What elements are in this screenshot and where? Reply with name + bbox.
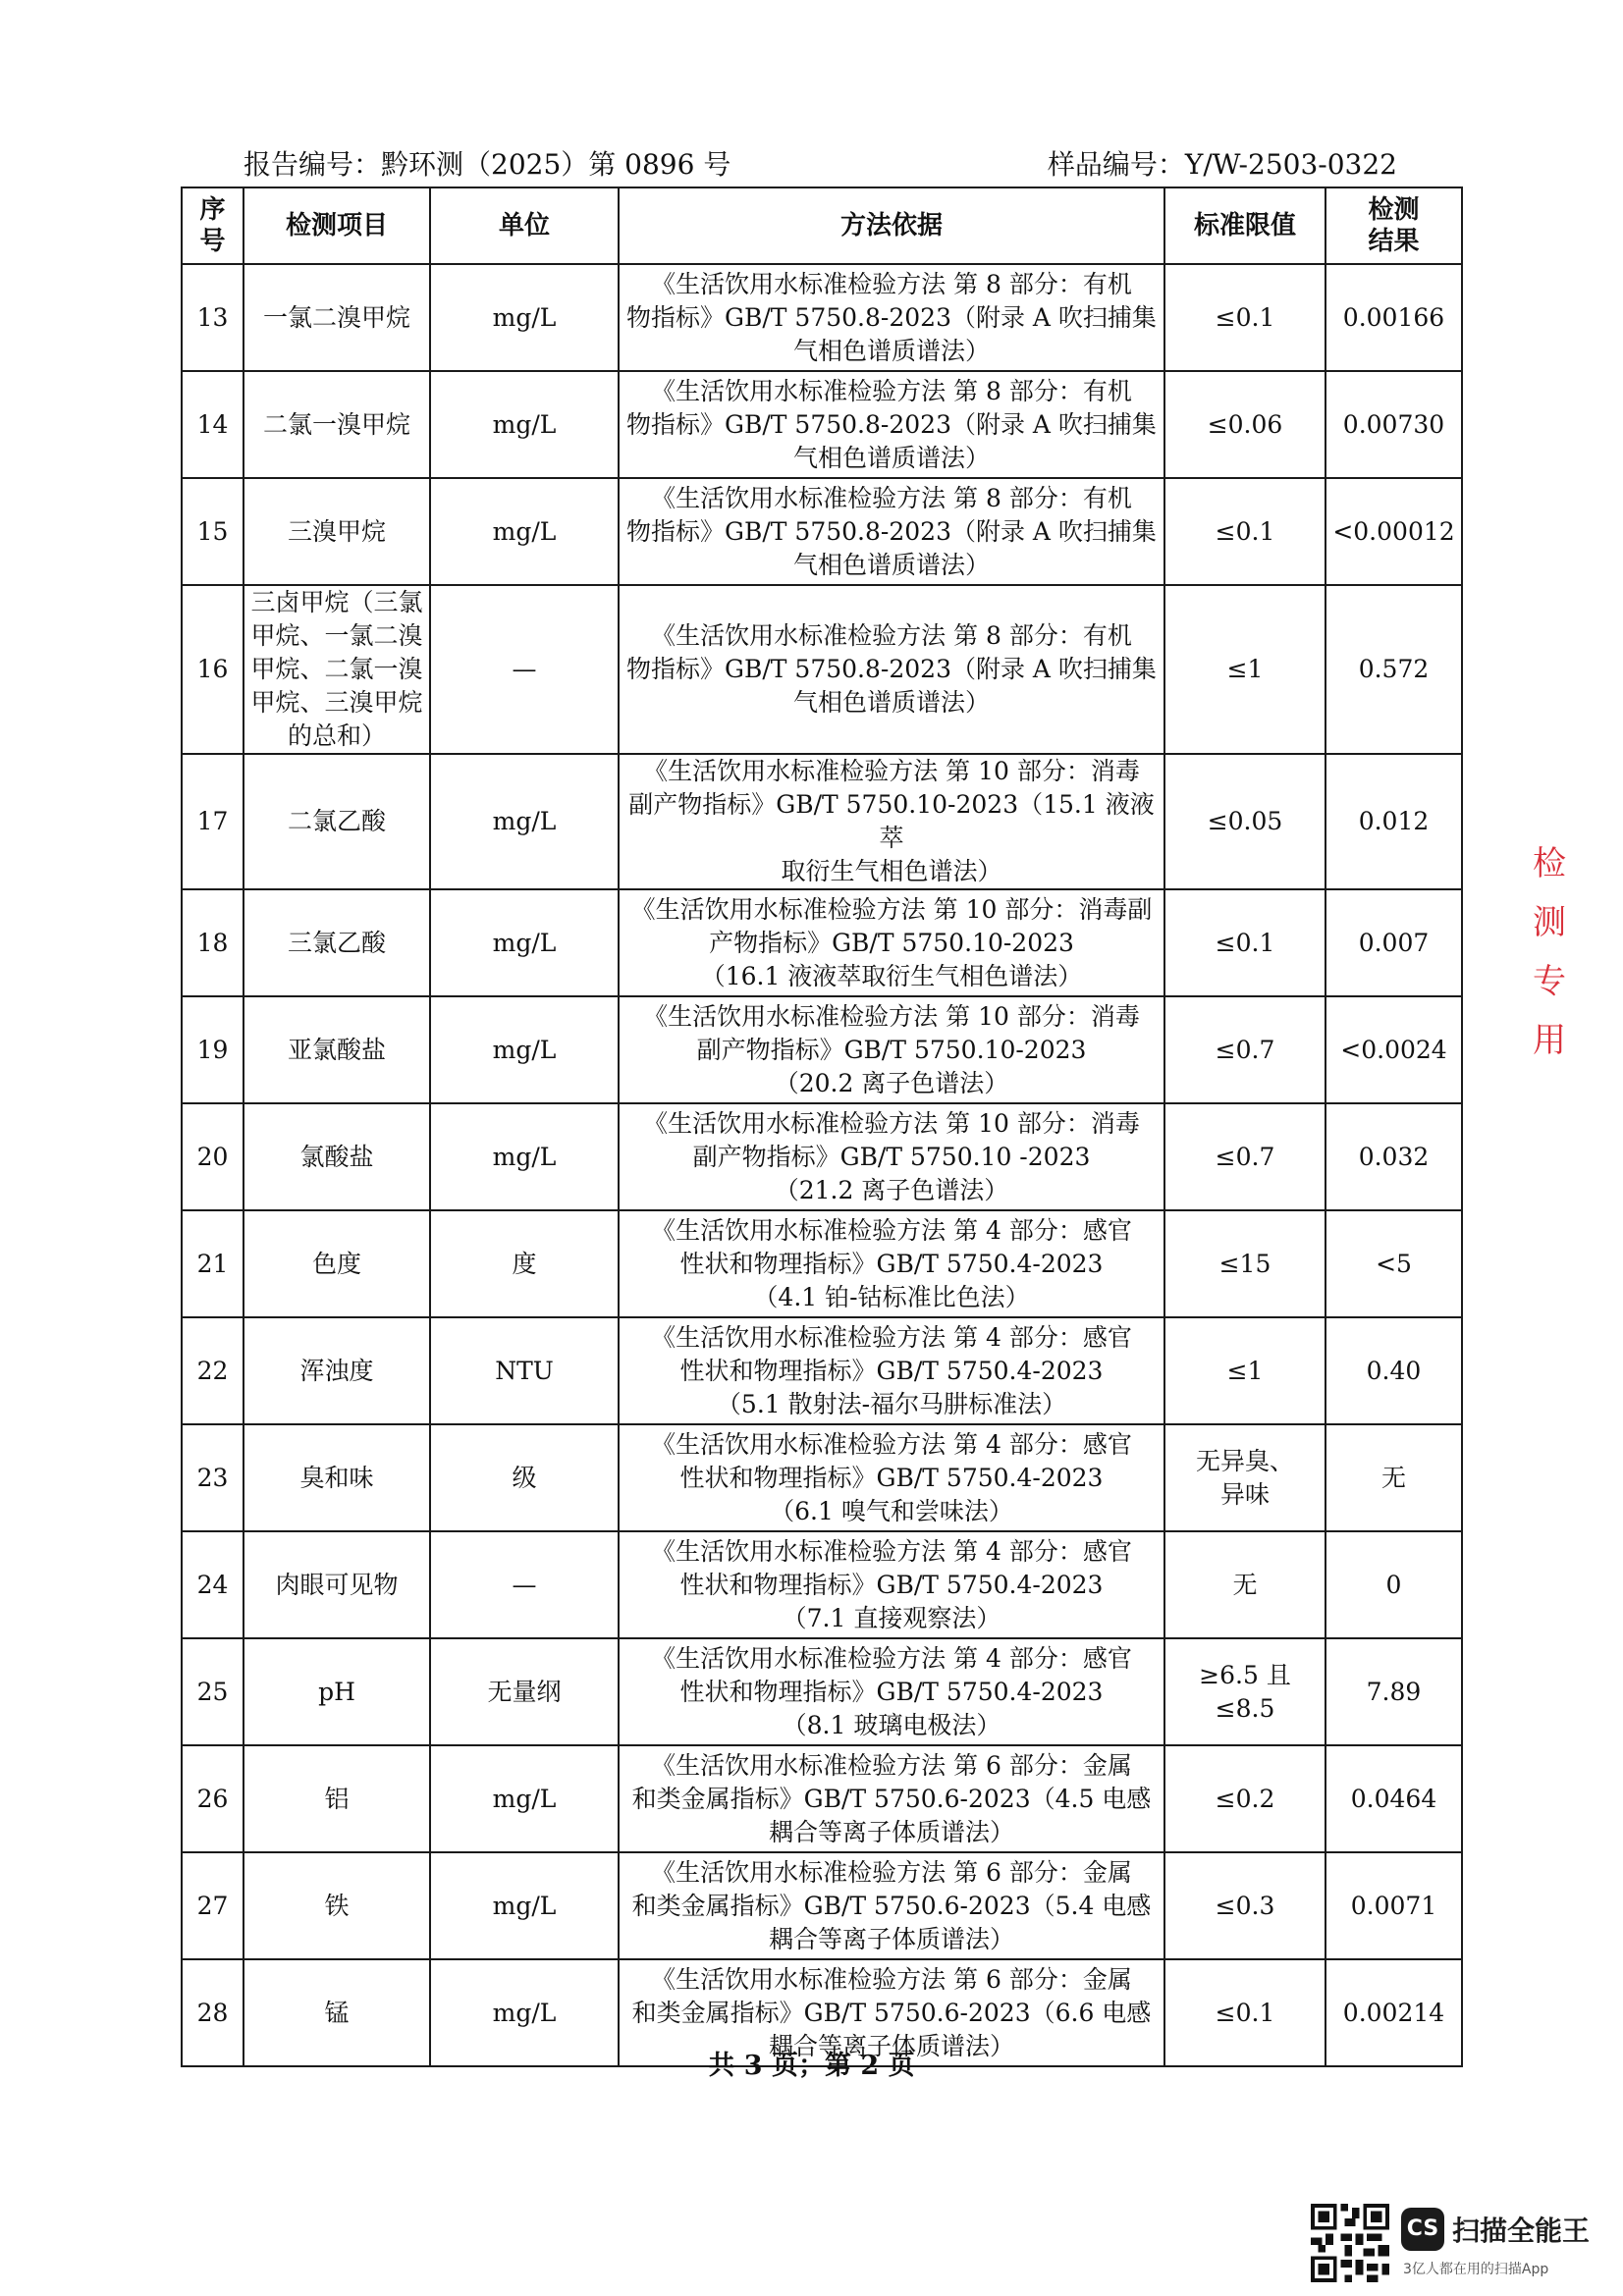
- cell-seq: 21: [182, 1210, 243, 1317]
- table-header-row: [182, 187, 1462, 264]
- table-row: [182, 1103, 1462, 1210]
- cell-method: 《生活饮用水标准检验方法 第 10 部分：消毒 副产物指标》GB/T 5750.10-2023 （20.2 离子色谱法）: [619, 996, 1164, 1103]
- cell-method: 《生活饮用水标准检验方法 第 4 部分：感官 性状和物理指标》GB/T 5750.4-2023 （5.1 散射法-福尔马肼标准法）: [619, 1317, 1164, 1424]
- cell-method: 《生活饮用水标准检验方法 第 4 部分：感官 性状和物理指标》GB/T 5750.4-2023 （6.1 嗅气和尝味法）: [619, 1424, 1164, 1531]
- cell-limit: ≤0.1: [1164, 1959, 1325, 2066]
- cell-seq: 18: [182, 889, 243, 996]
- cell-limit: ≤0.7: [1164, 996, 1325, 1103]
- cell-method: 《生活饮用水标准检验方法 第 6 部分：金属 和类金属指标》GB/T 5750.6-2023（5.4 电感 耦合等离子体质谱法）: [619, 1852, 1164, 1959]
- cell-method: 《生活饮用水标准检验方法 第 8 部分：有机 物指标》GB/T 5750.8-2023（附录 A 吹扫捕集 气相色谱质谱法）: [619, 585, 1164, 754]
- col-header-seq: 序 号: [182, 187, 243, 264]
- cell-seq: 13: [182, 264, 243, 371]
- cell-unit: mg/L: [430, 996, 619, 1103]
- table-row: [182, 754, 1462, 889]
- cell-result: 0.00730: [1325, 371, 1462, 478]
- cell-limit: ≤0.3: [1164, 1852, 1325, 1959]
- page-number: 共 3 页；第 2 页: [708, 2051, 915, 2081]
- table-row: [182, 585, 1462, 754]
- cell-unit: —: [430, 1531, 619, 1638]
- qr-code-icon: [1311, 2204, 1389, 2282]
- test-results-table: [181, 187, 1463, 2067]
- cell-unit: mg/L: [430, 1852, 619, 1959]
- report-number: 报告编号：黔环测（2025）第 0896 号: [243, 148, 731, 181]
- table-row: [182, 264, 1462, 371]
- table-row: [182, 1745, 1462, 1852]
- cell-limit: ≤0.2: [1164, 1745, 1325, 1852]
- cell-seq: 24: [182, 1531, 243, 1638]
- cell-limit: ≤0.7: [1164, 1103, 1325, 1210]
- cell-seq: 17: [182, 754, 243, 889]
- camscanner-logo-icon: CS: [1401, 2208, 1444, 2251]
- cell-result: 0.00214: [1325, 1959, 1462, 2066]
- cell-unit: mg/L: [430, 1103, 619, 1210]
- cell-item: 肉眼可见物: [243, 1531, 430, 1638]
- cell-result: 7.89: [1325, 1638, 1462, 1745]
- cell-limit: ≤0.1: [1164, 478, 1325, 585]
- cell-seq: 28: [182, 1959, 243, 2066]
- camscanner-app-name: 扫描全能王: [1452, 2215, 1591, 2247]
- cell-result: 0.40: [1325, 1317, 1462, 1424]
- cell-method: 《生活饮用水标准检验方法 第 8 部分：有机 物指标》GB/T 5750.8-2023（附录 A 吹扫捕集 气相色谱质谱法）: [619, 371, 1164, 478]
- table-row: [182, 371, 1462, 478]
- table-row: [182, 1852, 1462, 1959]
- cell-method: 《生活饮用水标准检验方法 第 6 部分：金属 和类金属指标》GB/T 5750.6-2023（4.5 电感 耦合等离子体质谱法）: [619, 1745, 1164, 1852]
- cell-seq: 25: [182, 1638, 243, 1745]
- cell-item: 亚氯酸盐: [243, 996, 430, 1103]
- cell-method: 《生活饮用水标准检验方法 第 6 部分：金属 和类金属指标》GB/T 5750.6-2023（6.6 电感 耦合等离子体质谱法）: [619, 1959, 1164, 2066]
- cell-unit: 无量纲: [430, 1638, 619, 1745]
- cell-result: 0.00166: [1325, 264, 1462, 371]
- col-header-limit: 标准限值: [1164, 187, 1325, 264]
- cell-unit: mg/L: [430, 754, 619, 889]
- cell-limit: ≤0.05: [1164, 754, 1325, 889]
- cell-item: 臭和味: [243, 1424, 430, 1531]
- cell-unit: —: [430, 585, 619, 754]
- cell-seq: 20: [182, 1103, 243, 1210]
- cell-item: 二氯乙酸: [243, 754, 430, 889]
- cell-unit: NTU: [430, 1317, 619, 1424]
- cell-seq: 22: [182, 1317, 243, 1424]
- cell-limit: 无: [1164, 1531, 1325, 1638]
- camscanner-tagline: 3亿人都在用的扫描App: [1403, 2262, 1549, 2277]
- table-row: [182, 889, 1462, 996]
- cell-limit: ≥6.5 且≤8.5: [1164, 1638, 1325, 1745]
- cell-result: 0.572: [1325, 585, 1462, 754]
- cell-unit: 度: [430, 1210, 619, 1317]
- cell-item: 三氯乙酸: [243, 889, 430, 996]
- cell-seq: 27: [182, 1852, 243, 1959]
- cell-result: 0: [1325, 1531, 1462, 1638]
- cell-seq: 16: [182, 585, 243, 754]
- cell-result: 0.012: [1325, 754, 1462, 889]
- cell-seq: 15: [182, 478, 243, 585]
- cell-method: 《生活饮用水标准检验方法 第 8 部分：有机 物指标》GB/T 5750.8-2023（附录 A 吹扫捕集 气相色谱质谱法）: [619, 264, 1164, 371]
- sample-number: 样品编号：Y/W-2503-0322: [1047, 148, 1397, 181]
- camscanner-watermark: [1311, 2204, 1605, 2287]
- cell-item: 氯酸盐: [243, 1103, 430, 1210]
- cell-method: 《生活饮用水标准检验方法 第 4 部分：感官 性状和物理指标》GB/T 5750.4-2023 （7.1 直接观察法）: [619, 1531, 1164, 1638]
- report-header: [243, 145, 1397, 185]
- col-header-item: 检测项目: [243, 187, 430, 264]
- cell-limit: ≤1: [1164, 1317, 1325, 1424]
- table-row: [182, 478, 1462, 585]
- cell-item: 二氯一溴甲烷: [243, 371, 430, 478]
- cell-item: 铁: [243, 1852, 430, 1959]
- cell-result: <0.0024: [1325, 996, 1462, 1103]
- cell-method: 《生活饮用水标准检验方法 第 8 部分：有机 物指标》GB/T 5750.8-2023（附录 A 吹扫捕集 气相色谱质谱法）: [619, 478, 1164, 585]
- cell-limit: ≤0.06: [1164, 371, 1325, 478]
- table-row: [182, 1210, 1462, 1317]
- cell-unit: mg/L: [430, 889, 619, 996]
- cell-item: 铝: [243, 1745, 430, 1852]
- cell-result: 0.0464: [1325, 1745, 1462, 1852]
- cell-unit: mg/L: [430, 264, 619, 371]
- cell-item: 色度: [243, 1210, 430, 1317]
- table-body: [182, 264, 1462, 2066]
- cell-limit: ≤0.1: [1164, 889, 1325, 996]
- cell-unit: mg/L: [430, 1959, 619, 2066]
- cell-result: 0.007: [1325, 889, 1462, 996]
- cell-limit: ≤0.1: [1164, 264, 1325, 371]
- table-row: [182, 1317, 1462, 1424]
- cell-limit: ≤1: [1164, 585, 1325, 754]
- cell-unit: mg/L: [430, 1745, 619, 1852]
- inspection-seal-stamp: 检 测 专 用: [1533, 844, 1566, 1060]
- cell-method: 《生活饮用水标准检验方法 第 4 部分：感官 性状和物理指标》GB/T 5750.4-2023 （4.1 铂-钴标准比色法）: [619, 1210, 1164, 1317]
- cell-result: 0.0071: [1325, 1852, 1462, 1959]
- cell-seq: 26: [182, 1745, 243, 1852]
- col-header-unit: 单位: [430, 187, 619, 264]
- cell-limit: ≤15: [1164, 1210, 1325, 1317]
- cell-method: 《生活饮用水标准检验方法 第 4 部分：感官 性状和物理指标》GB/T 5750.4-2023 （8.1 玻璃电极法）: [619, 1638, 1164, 1745]
- table-row: [182, 996, 1462, 1103]
- cell-item: 一氯二溴甲烷: [243, 264, 430, 371]
- cell-limit: 无异臭、 异味: [1164, 1424, 1325, 1531]
- cell-method: 《生活饮用水标准检验方法 第 10 部分：消毒副 产物指标》GB/T 5750.10-2023 （16.1 液液萃取衍生气相色谱法）: [619, 889, 1164, 996]
- cell-result: 0.032: [1325, 1103, 1462, 1210]
- col-header-result: 检测 结果: [1325, 187, 1462, 264]
- table-row: [182, 1531, 1462, 1638]
- cell-method: 《生活饮用水标准检验方法 第 10 部分：消毒 副产物指标》GB/T 5750.10-2023（15.1 液液萃 取衍生气相色谱法）: [619, 754, 1164, 889]
- cell-seq: 19: [182, 996, 243, 1103]
- cell-item: 三卤甲烷（三氯 甲烷、一氯二溴 甲烷、二氯一溴 甲烷、三溴甲烷 的总和）: [243, 585, 430, 754]
- cell-item: pH: [243, 1638, 430, 1745]
- cell-unit: 级: [430, 1424, 619, 1531]
- cell-unit: mg/L: [430, 478, 619, 585]
- cell-unit: mg/L: [430, 371, 619, 478]
- cell-result: 无: [1325, 1424, 1462, 1531]
- cell-method: 《生活饮用水标准检验方法 第 10 部分：消毒 副产物指标》GB/T 5750.10 -2023 （21.2 离子色谱法）: [619, 1103, 1164, 1210]
- table-row: [182, 1424, 1462, 1531]
- cell-result: <0.00012: [1325, 478, 1462, 585]
- table-row: [182, 1638, 1462, 1745]
- cell-result: <5: [1325, 1210, 1462, 1317]
- cell-item: 三溴甲烷: [243, 478, 430, 585]
- cell-seq: 14: [182, 371, 243, 478]
- cell-item: 锰: [243, 1959, 430, 2066]
- col-header-method: 方法依据: [619, 187, 1164, 264]
- cell-seq: 23: [182, 1424, 243, 1531]
- cell-item: 浑浊度: [243, 1317, 430, 1424]
